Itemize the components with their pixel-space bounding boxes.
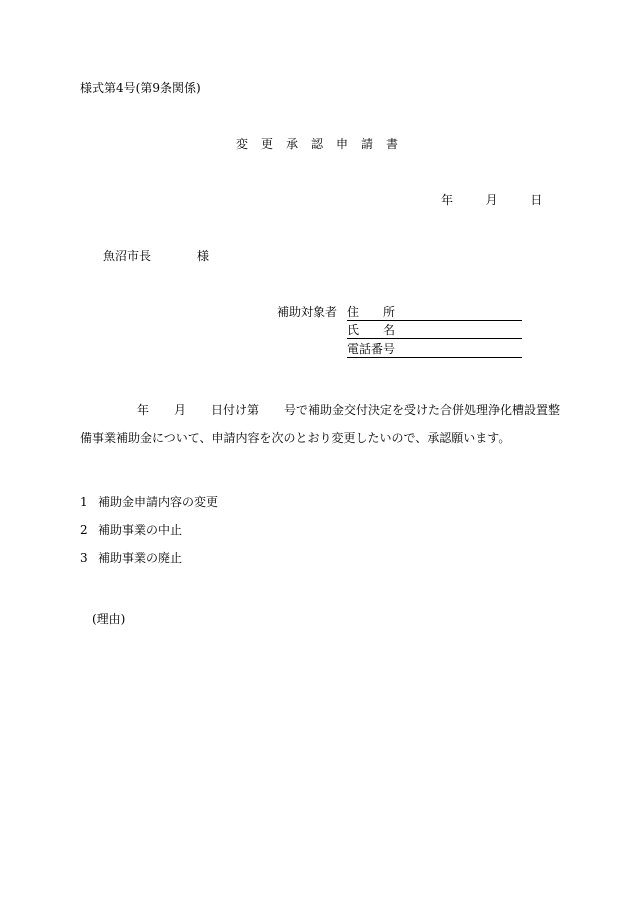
- date-line: [441, 192, 542, 208]
- date-month: 月: [485, 193, 498, 207]
- list-item-number: 1: [80, 495, 88, 509]
- phone-field[interactable]: [347, 341, 522, 358]
- name-field[interactable]: [347, 322, 522, 339]
- list-item-text: 補助事業の中止: [98, 523, 183, 537]
- list-item-number: 2: [80, 523, 88, 537]
- date-year: 年: [441, 193, 454, 207]
- address-label: 住 所: [347, 305, 396, 319]
- applicant-label: 補助対象者: [277, 305, 338, 319]
- phone-label: 電話番号: [347, 342, 396, 356]
- reason-label: (理由): [92, 612, 126, 626]
- body-text-line-1: 年 月 日付け第 号で補助金交付決定を受けた合併処理浄化槽設置整: [137, 403, 561, 417]
- addressee-name: 魚沼市長: [103, 249, 152, 263]
- list-item: [80, 494, 218, 510]
- document-title: 変更承認申請書: [236, 137, 412, 151]
- addressee-honorific: 様: [197, 249, 210, 263]
- list-item: [80, 550, 182, 566]
- list-item: [80, 522, 182, 538]
- list-item-number: 3: [80, 551, 88, 565]
- date-day: 日: [530, 193, 543, 207]
- addressee: [103, 248, 209, 264]
- name-label: 氏 名: [347, 323, 396, 337]
- address-field[interactable]: [347, 304, 522, 321]
- list-item-text: 補助金申請内容の変更: [98, 495, 219, 509]
- form-number: 様式第4号(第9条関係): [80, 81, 201, 95]
- list-item-text: 補助事業の廃止: [98, 551, 183, 565]
- body-text-line-2: 備事業補助金について、申請内容を次のとおり変更したいので、承認願います。: [80, 431, 511, 445]
